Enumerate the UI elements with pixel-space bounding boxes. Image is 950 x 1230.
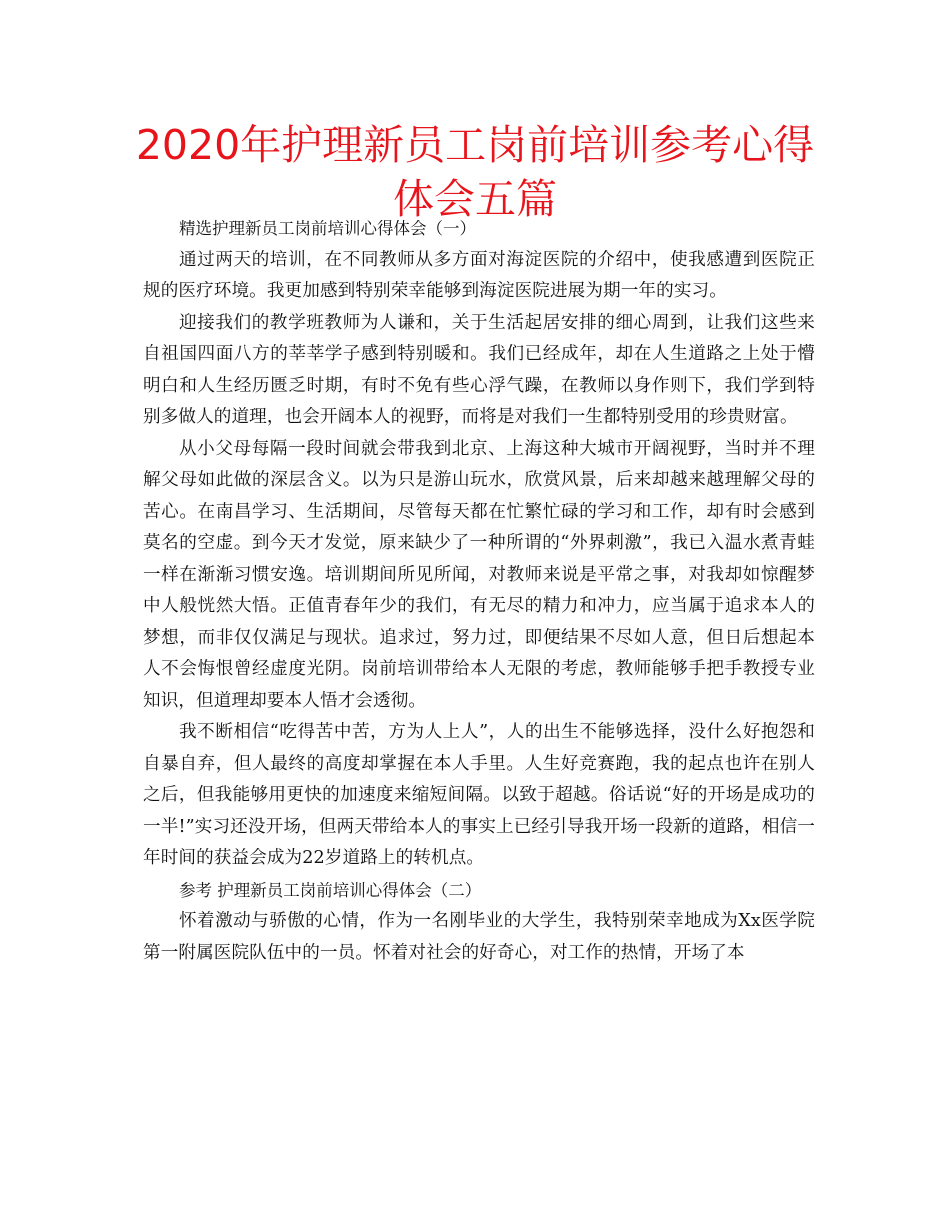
paragraph-4: 我不断相信“吃得苦中苦，方为人上人”，人的出生不能够选择，没什么好抱怨和自暴自弃，但人最终的高度却掌握在本人手里。人生好竞赛跑，我的起点也许在别人之后，但我能够用更快的加速度来缩短间隔。以致于超越。俗话说“好的开场是成功的一半!”实习还没开场，但两天带给本人的事实上已经引导我开场一段新的道路，相信一年时间的获益会成为22岁道路上的转机点。	[143, 722, 815, 868]
paragraph-3: 从小父母每隔一段时间就会带我到北京、上海这种大城市开阔视野，当时并不理解父母如此做的深层含义。以为只是游山玩水，欣赏风景，后来却越来越理解父母的苦心。在南昌学习、生活期间，尽管每天都在忙繁忙碌的学习和工作，却有时会感到莫名的空虚。到今天才发觉，原来缺少了一种所谓的“外界刺激”，我已入温水煮青蛙一样在渐渐习惯安逸。培训期间所见所闻，对教师来说是平常之事，对我却如惊醒梦中人般恍然大悟。正值青春年少的我们，有无尽的精力和冲力，应当属于追求本人的梦想，而非仅仅满足与现状。追求过，努力过，即便结果不尽如人意，但日后想起本人不会悔恨曾经虚度光阴。岗前培训带给本人无限的考虑，教师能够手把手教授专业知识，但道理却要本人悟才会透彻。	[143, 438, 815, 711]
document-title: 2020年护理新员工岗前培训参考心得体会五篇	[135, 121, 815, 223]
section-heading-1: 精选护理新员工岗前培训心得体会（一）	[179, 219, 476, 238]
document-body	[143, 213, 815, 969]
section-heading-2: 参考 护理新员工岗前培训心得体会（二）	[179, 880, 482, 900]
paragraph-5: 怀着激动与骄傲的心情，作为一名刚毕业的大学生，我特别荣幸地成为Xx医学院第一附属医院队伍中的一员。怀着对社会的好奇心，对工作的热情，开场了本	[143, 911, 815, 963]
paragraph-2: 迎接我们的教学班教师为人谦和，关于生活起居安排的细心周到，让我们这些来自祖国四面八方的莘莘学子感到特别暖和。我们已经成年，却在人生道路之上处于懵明白和人生经历匮乏时期，有时不免有些心浮气躁，在教师以身作则下，我们学到特别多做人的道理，也会开阔本人的视野，而将是对我们一生都特别受用的珍贵财富。	[143, 312, 815, 427]
paragraph-1: 通过两天的培训，在不同教师从多方面对海淀医院的介绍中，使我感遭到医院正规的医疗环境。我更加感到特别荣幸能够到海淀医院进展为期一年的实习。	[143, 249, 815, 301]
